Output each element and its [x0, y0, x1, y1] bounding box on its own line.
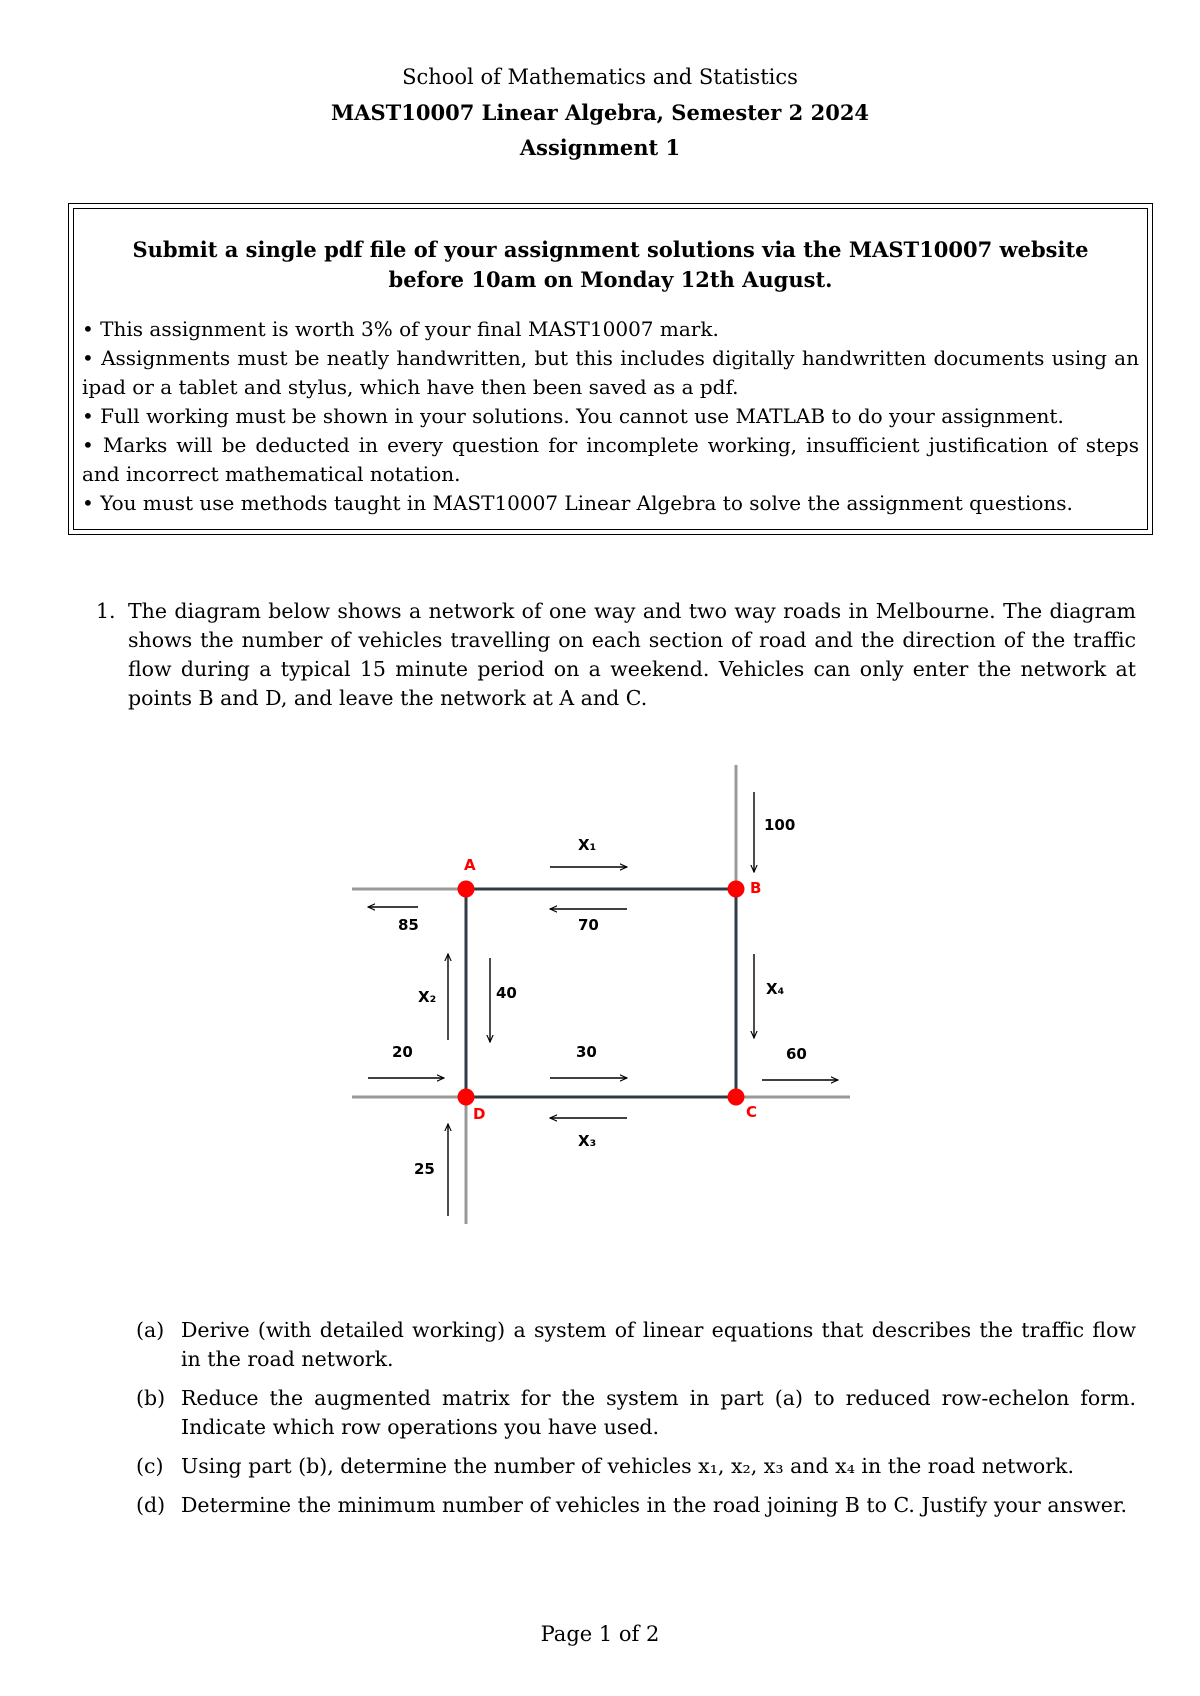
school-name: School of Mathematics and Statistics [402, 65, 798, 89]
node-a-label: A [464, 856, 476, 874]
part-c [136, 1452, 1136, 1481]
rule-item: • Marks will be deducted in every question for incomplete working, insufficient justification of steps and incorrect mathematical notation. [82, 433, 1139, 486]
node-a-dot [458, 881, 475, 898]
question-1 [96, 597, 1136, 713]
submission-line-1: Submit a single pdf file of your assignment solutions via the MAST10007 website [132, 237, 1089, 262]
submission-notice-box [68, 203, 1153, 535]
document-header [0, 60, 1200, 165]
part-b [136, 1384, 1136, 1442]
flow-label-40: 40 [496, 984, 517, 1002]
flow-label-85: 85 [398, 916, 419, 934]
rules-list [82, 315, 1139, 518]
question-number: 1. [96, 599, 116, 623]
node-b-label: B [750, 879, 762, 897]
question-1-parts [136, 1316, 1136, 1530]
flow-label-30: 30 [576, 1043, 597, 1061]
part-text: Determine the minimum number of vehicles in the road joining B to C. Justify your answer. [181, 1493, 1128, 1517]
part-label: (d) [136, 1493, 166, 1517]
flow-label-25: 25 [414, 1160, 435, 1178]
page-number: Page 1 of 2 [540, 1622, 660, 1646]
flow-label-x4: X₄ [766, 980, 785, 998]
flow-label-100: 100 [764, 816, 796, 834]
traffic-network-diagram [330, 762, 870, 1242]
part-label: (b) [136, 1386, 166, 1410]
part-a [136, 1316, 1136, 1374]
submission-line-2: before 10am on Monday 12th August. [388, 267, 833, 292]
part-d [136, 1491, 1136, 1520]
submission-instructions [82, 235, 1139, 295]
flow-label-60: 60 [786, 1045, 807, 1063]
part-label: (a) [136, 1318, 165, 1342]
part-text: Reduce the augmented matrix for the system in part (a) to reduced row-echelon form. Indicate which row operations you have used. [181, 1386, 1136, 1439]
rule-item: • You must use methods taught in MAST10007 Linear Algebra to solve the assignment questions. [82, 491, 1073, 515]
node-c-label: C [746, 1103, 758, 1121]
flow-label-x2: X₂ [418, 988, 437, 1006]
rule-item: • Full working must be shown in your solutions. You cannot use MATLAB to do your assignment. [82, 404, 1064, 428]
assignment-title: Assignment 1 [519, 135, 681, 160]
flow-label-20: 20 [392, 1043, 413, 1061]
part-text: Using part (b), determine the number of vehicles x₁, x₂, x₃ and x₄ in the road network. [181, 1454, 1074, 1478]
part-label: (c) [136, 1454, 164, 1478]
course-title: MAST10007 Linear Algebra, Semester 2 2024 [330, 100, 870, 125]
rule-item: • This assignment is worth 3% of your final MAST10007 mark. [82, 317, 719, 341]
flow-label-70: 70 [578, 916, 599, 934]
node-c-dot [728, 1089, 745, 1106]
node-d-dot [458, 1089, 475, 1106]
flow-label-x3: X₃ [578, 1132, 597, 1150]
node-d-label: D [473, 1105, 486, 1123]
rule-item: • Assignments must be neatly handwritten, but this includes digitally handwritten documents using an ipad or a tablet and stylus, which have then been saved as a pdf. [82, 346, 1139, 399]
question-text: The diagram below shows a network of one way and two way roads in Melbourne. The diagram shows the number of vehicles travelling on each section of road and the direction of the traffic flow during a typical 15 minute period on a weekend. Vehicles can only enter the network at points B and D, and leave the network at A and C. [128, 599, 1136, 710]
node-b-dot [728, 881, 745, 898]
part-text: Derive (with detailed working) a system of linear equations that describes the traffic flow in the road network. [181, 1318, 1136, 1371]
submission-notice-inner [73, 208, 1148, 530]
flow-label-x1: X₁ [578, 836, 597, 854]
